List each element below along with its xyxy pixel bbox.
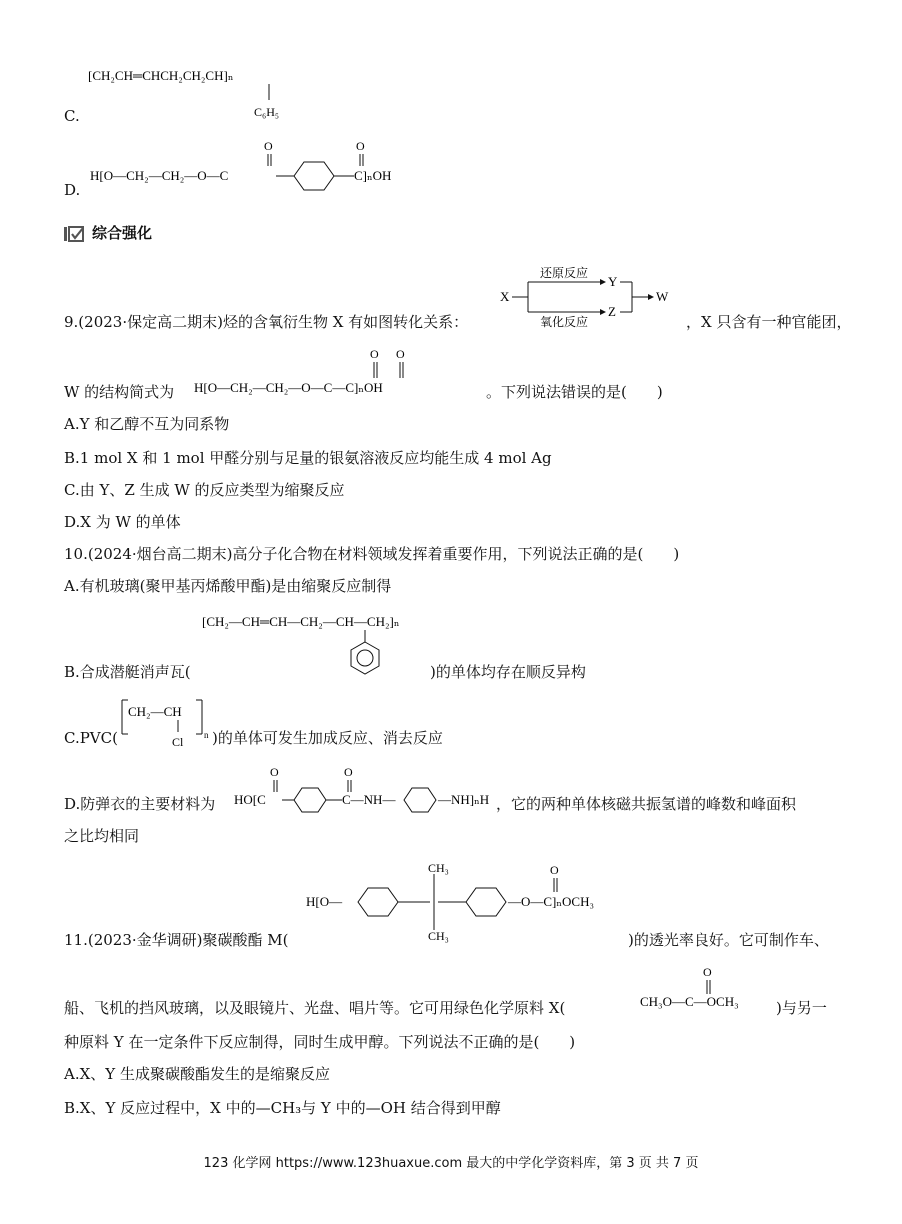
svg-text:C₆H₅: C₆H₅ <box>254 105 280 119</box>
q9-diagram-bottom-label: 氧化反应 <box>540 315 589 328</box>
svg-text:n: n <box>204 730 209 740</box>
checklist-icon <box>64 225 86 243</box>
svg-text:H[O—CH₂—CH₂—O—C: H[O—CH₂—CH₂—O—C <box>90 168 229 183</box>
q10-option-d-before: D.防弹衣的主要材料为 <box>64 795 216 813</box>
svg-text:O: O <box>370 347 379 361</box>
svg-text:O: O <box>703 965 712 979</box>
q10-option-b-after: )的单体均存在顺反异构 <box>430 663 586 681</box>
section-header <box>64 222 152 243</box>
q11-stem-after: )的透光率良好。它可制作车、 <box>628 931 829 949</box>
q9-option-c: C.由 Y、Z 生成 W 的反应类型为缩聚反应 <box>64 481 345 499</box>
q11-line3: 种原料 Y 在一定条件下反应制得，同时生成甲醇。下列说法不正确的是( ) <box>64 1033 576 1051</box>
svg-text:Cl: Cl <box>172 735 184 749</box>
q10-option-d-after: ，它的两种单体核磁共振氢谱的峰数和峰面积 <box>496 795 797 813</box>
q10-option-d-line2: 之比均相同 <box>64 827 140 845</box>
svg-text:CH₃: CH₃ <box>428 861 449 875</box>
svg-text:HO[C: HO[C <box>234 792 266 807</box>
option-d-label: D. <box>64 181 81 199</box>
q9-text-after: ，X 只含有一种官能团， <box>686 313 852 331</box>
q10-option-c-after: )的单体可发生加成反应、消去反应 <box>212 729 443 747</box>
q10-option-a: A.有机玻璃(聚甲基丙烯酸甲酯)是由缩聚反应制得 <box>64 577 392 595</box>
q9-diagram-z: Z <box>608 304 616 319</box>
q11-option-a: A.X、Y 生成聚碳酸酯发生的是缩聚反应 <box>64 1065 330 1083</box>
svg-text:O: O <box>344 765 353 779</box>
svg-text:C]ₙOH: C]ₙOH <box>354 168 392 183</box>
q9-option-a: A.Y 和乙醇不互为同系物 <box>64 415 230 433</box>
svg-text:CH₃: CH₃ <box>428 929 449 943</box>
q9-w-structure <box>194 344 464 404</box>
option-c-label: C. <box>64 107 80 125</box>
q9-diagram-x: X <box>500 289 510 304</box>
q11-line2-before: 船、飞机的挡风玻璃，以及眼镜片、光盘、唱片等。它可用绿色化学原料 X( <box>64 999 566 1017</box>
svg-text:O: O <box>264 139 273 153</box>
q10-b-structure <box>202 610 432 680</box>
svg-text:[CH₂—CH═CH—CH₂—CH—CH₂]ₙ: [CH₂—CH═CH—CH₂—CH—CH₂]ₙ <box>202 614 400 629</box>
q9-line2-before: W 的结构简式为 <box>64 383 175 401</box>
q10-stem: 10.(2024·烟台高二期末)高分子化合物在材料领域发挥着重要作用，下列说法正确的是( ) <box>64 545 680 563</box>
svg-text:O: O <box>356 139 365 153</box>
svg-text:O: O <box>270 765 279 779</box>
q9-diagram-w: W <box>656 289 669 304</box>
section-title: 综合强化 <box>92 224 153 242</box>
option-c-structure <box>86 60 316 124</box>
page-footer: 123 化学网 https://www.123huaxue.com 最大的中学化学资料库，第 3 页 共 7 页 <box>203 1156 699 1171</box>
svg-text:[CH₂CH═CHCH₂CH₂CH]ₙ: [CH₂CH═CHCH₂CH₂CH]ₙ <box>88 68 234 83</box>
q11-m-structure <box>306 858 626 944</box>
q9-transformation-diagram <box>496 264 686 328</box>
option-d-structure <box>90 134 420 194</box>
q10-option-c-before: C.PVC( <box>64 729 118 747</box>
q10-pvc-structure <box>118 694 218 750</box>
svg-text:O: O <box>396 347 405 361</box>
q11-line2-after: )与另一 <box>776 999 827 1017</box>
svg-text:—NH]ₙH: —NH]ₙH <box>438 792 490 807</box>
q11-option-b: B.X、Y 反应过程中，X 中的—CH₃与 Y 中的—OH 结合得到甲醇 <box>64 1099 501 1117</box>
svg-text:O: O <box>550 863 559 877</box>
svg-text:CH₃O—C—OCH₃: CH₃O—C—OCH₃ <box>640 994 739 1009</box>
svg-text:H[O—: H[O— <box>306 894 343 909</box>
q10-d-structure <box>234 764 496 820</box>
q9-diagram-top-label: 还原反应 <box>540 266 589 280</box>
svg-text:H[O—CH₂—CH₂—O—C—C]ₙOH: H[O—CH₂—CH₂—O—C—C]ₙOH <box>194 380 383 395</box>
q9-option-d: D.X 为 W 的单体 <box>64 513 181 531</box>
svg-text:CH₂—CH: CH₂—CH <box>128 704 182 719</box>
q9-line2-after: 。下列说法错误的是( ) <box>486 383 663 401</box>
q9-text-before: 9.(2023·保定高二期末)烃的含氧衍生物 X 有如图转化关系： <box>64 313 469 331</box>
svg-text:C—NH—: C—NH— <box>342 792 396 807</box>
q11-stem-before: 11.(2023·金华调研)聚碳酸酯 M( <box>64 931 289 949</box>
q10-option-b-before: B.合成潜艇消声瓦( <box>64 663 191 681</box>
q9-option-b: B.1 mol X 和 1 mol 甲醛分别与足量的银氨溶液反应均能生成 4 mol Ag <box>64 449 552 467</box>
q11-x-structure <box>640 964 774 1016</box>
q9-diagram-y: Y <box>608 274 618 289</box>
svg-text:—O—C]ₙOCH₃: —O—C]ₙOCH₃ <box>508 894 594 909</box>
